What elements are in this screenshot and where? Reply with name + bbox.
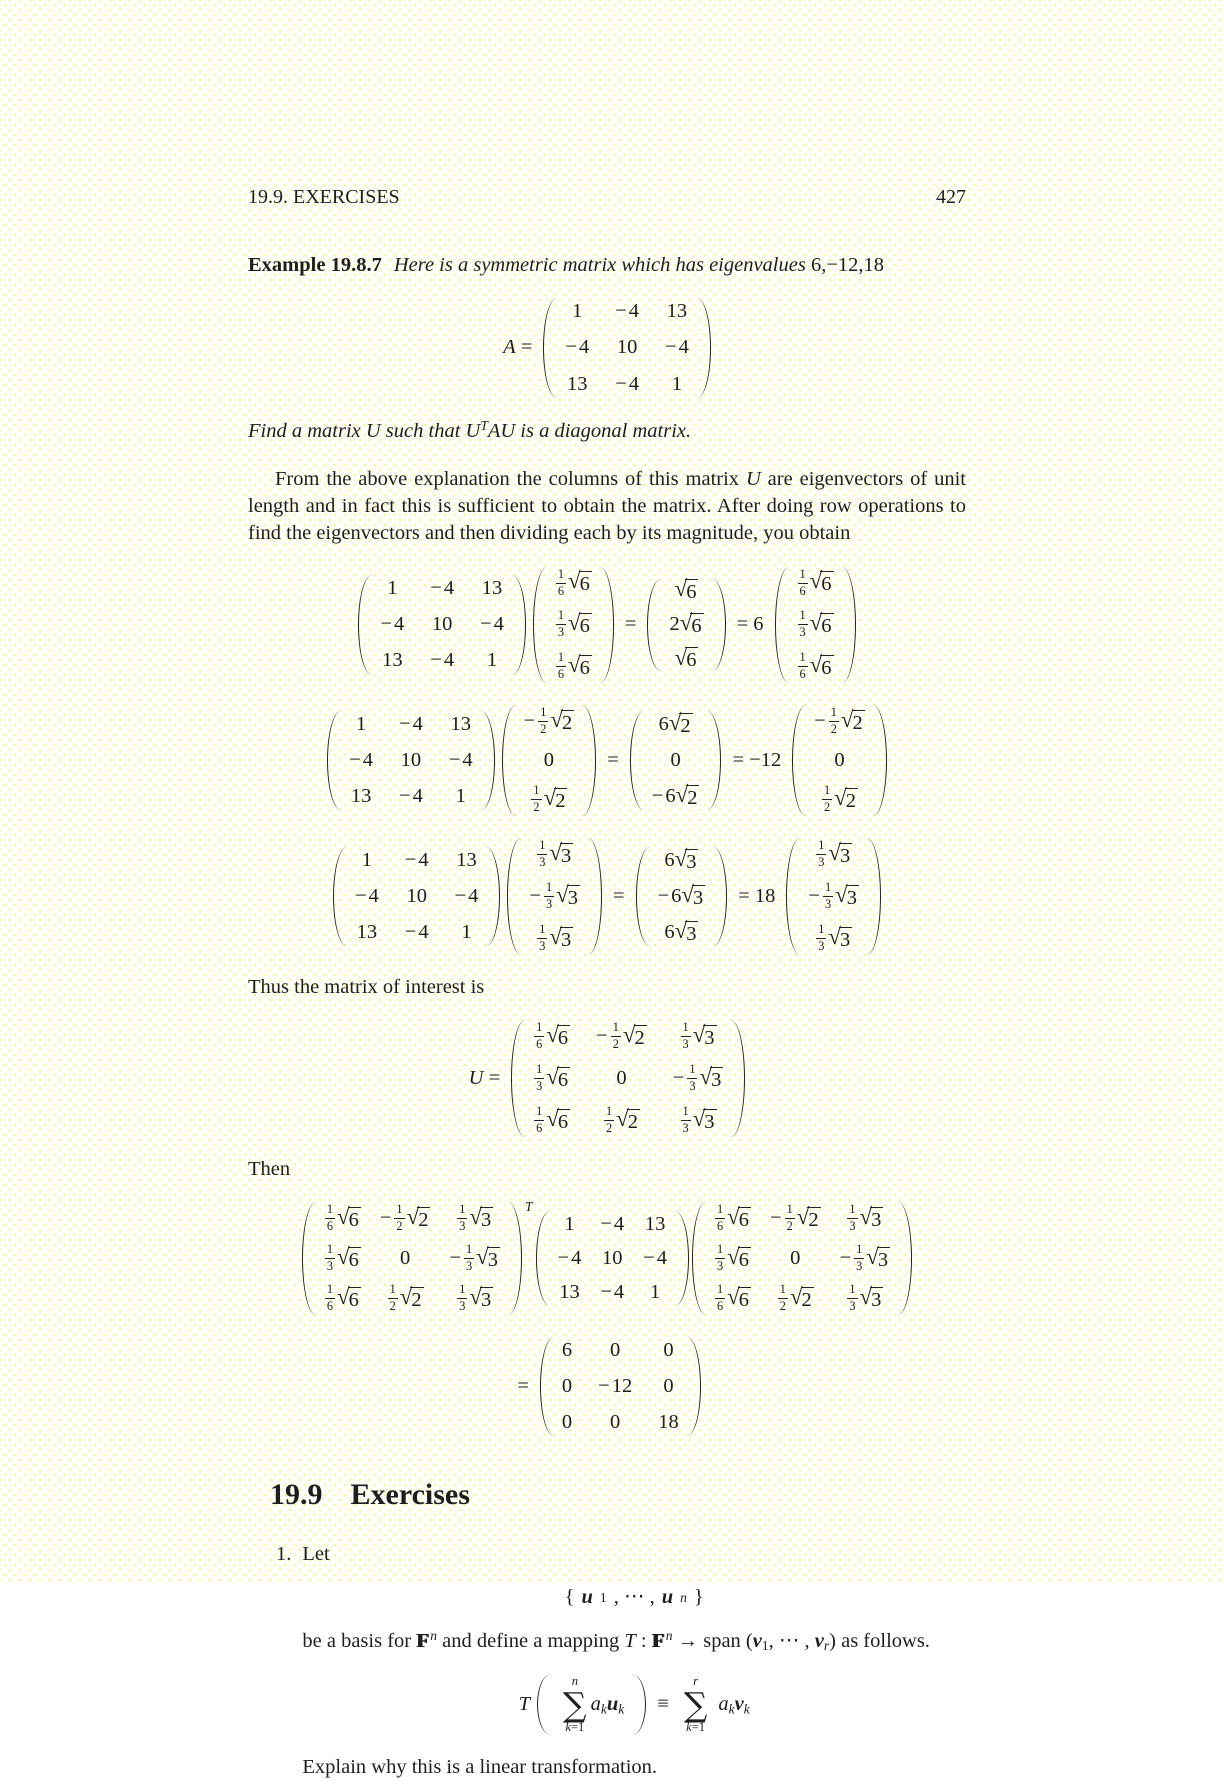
matrix-cell: 2 √ 6 — [669, 610, 702, 638]
exercise-number: 1. — [276, 1542, 292, 1565]
matrix-cell: − 4 — [454, 885, 479, 908]
left-paren — [533, 567, 547, 684]
matrix-cell: 13 — [644, 1213, 666, 1236]
right-paren — [687, 1337, 701, 1436]
matrix-cell: 6 √ 2 — [658, 710, 691, 738]
left-paren — [507, 838, 521, 955]
matrix-cell: 1 3 √ 3 — [539, 838, 572, 870]
matrix-cell: 1 6 √ 6 — [716, 1282, 749, 1314]
matrix-cell: 1 3 √ 6 — [536, 1062, 569, 1094]
right-paren — [867, 838, 881, 955]
explanation-paragraph: From the above explanation the columns of this matrix U are eigenvectors of unit length and in fact this is sufficient to obtain the matrix. After doing row operations to find the eigenvectors and then dividing each by its magnitude, you obtain — [248, 468, 966, 545]
matrix-cell: − $\frac{1}{3}$ √ 3 — [839, 1242, 889, 1274]
equals-sign: = — [613, 885, 625, 908]
right-paren — [512, 575, 526, 674]
right-paren — [582, 705, 596, 816]
matrix-cell: 13 — [350, 785, 372, 808]
right-paren — [731, 1020, 745, 1137]
matrix-cell: 13 — [567, 372, 588, 395]
basis-sentence: be a basis for $F^n$ and define a mapping T : $F^n$ → span (v1, ⋯ , vr) as follows. — [302, 1628, 930, 1654]
matrix-cell: − $\frac{1}{2}$ √ 2 — [523, 705, 573, 737]
matrix-cell: 1 3 √ 3 — [682, 1020, 715, 1052]
eigen-equation-3 — [248, 835, 966, 958]
matrix-cell: 1 6 √ 6 — [557, 566, 590, 598]
sum-operator — [563, 1674, 587, 1735]
matrix-u — [511, 1017, 745, 1140]
matrix-cell: 10 — [406, 885, 427, 908]
matrix-a — [536, 1208, 689, 1309]
matrix-cell: 0 — [834, 749, 845, 772]
equiv-sign: ≡ — [657, 1693, 669, 1716]
left-paren — [792, 705, 806, 816]
matrix-cell: 1 3 √ 3 — [459, 1282, 492, 1314]
result-vector — [630, 708, 722, 813]
matrix-cell: 13 — [559, 1281, 580, 1304]
right-paren — [508, 1202, 522, 1315]
matrix-cell: 10 — [431, 613, 453, 636]
matrix-cell: 1 2 √ 2 — [533, 783, 566, 815]
matrix-cell: 1 — [387, 577, 398, 600]
sum-operator — [684, 1674, 708, 1735]
left-paren — [636, 847, 650, 946]
right-paren — [600, 567, 614, 684]
matrix-cell: √ 6 — [674, 576, 697, 603]
lower-limit: k=1 — [565, 1720, 585, 1735]
right-paren — [713, 847, 727, 946]
mapping-equation — [302, 1671, 966, 1738]
matrix-cell: 1 3 √ 3 — [818, 838, 851, 870]
page-number: 427 — [936, 186, 966, 208]
matrix-cell: − 4 — [380, 613, 405, 636]
left-paren — [537, 1674, 551, 1735]
matrix-cell: − 6 √ 3 — [657, 882, 704, 910]
matrix-cell: − $\frac{1}{3}$ √ 3 — [808, 880, 857, 912]
left-paren — [775, 567, 789, 684]
eigenvector-sqrt3 — [507, 835, 602, 958]
matrix-cell: 1 6 √ 6 — [799, 566, 832, 598]
matrix-cell: 1 — [671, 372, 683, 395]
matrix-cell: 1 2 √ 2 — [389, 1282, 422, 1314]
matrix-cell: − 4 — [399, 785, 423, 808]
result-vector — [636, 844, 728, 949]
right-paren — [712, 579, 726, 671]
matrix-cell: 0 — [670, 749, 681, 772]
matrix-cell: 1 6 √ 6 — [557, 650, 590, 682]
matrix-u-display — [248, 1017, 966, 1140]
matrix-cell: − 4 — [448, 749, 473, 772]
matrix-cell: 1 — [461, 921, 472, 944]
section-title: Exercises — [350, 1478, 470, 1512]
lower-limit: k=1 — [686, 1720, 706, 1735]
matrix-cell: 1 3 √ 3 — [849, 1282, 882, 1314]
sum-body: akvk — [718, 1693, 750, 1717]
matrix-cell: 1 — [572, 300, 583, 323]
matrix-cell: − 4 — [404, 921, 429, 944]
example-intro: Here is a symmetric matrix which has eigenvalues 6,−12,18 — [393, 254, 885, 277]
matrix-cell: − 4 — [430, 649, 455, 672]
matrix-cell: − 4 — [600, 1281, 625, 1304]
matrix-cell: 1 3 √ 3 — [459, 1202, 492, 1234]
matrix-cell: 10 — [400, 749, 422, 772]
exercise-1 — [276, 1541, 966, 1781]
matrix-u-label: U = — [468, 1067, 501, 1090]
matrix-cell: 1 6 √ 6 — [536, 1020, 569, 1052]
eigenvector-sqrt6 — [775, 564, 856, 687]
example-label: Example 19.8.7 — [248, 254, 382, 277]
transpose-superscript: T — [525, 1199, 533, 1215]
matrix-cell: 1 6 √ 6 — [536, 1104, 569, 1136]
section-heading — [270, 1475, 966, 1515]
result-vector — [647, 576, 725, 674]
eigenvector-sqrt2 — [502, 702, 597, 819]
exercise-body — [302, 1541, 966, 1781]
exercise-lead: Let — [302, 1542, 330, 1565]
matrix-cell: 1 — [649, 1281, 661, 1304]
section-number: 19.9 — [270, 1478, 323, 1512]
eigenvalue-6: = 6 — [736, 613, 764, 636]
eigen-equation-2 — [248, 702, 966, 819]
matrix-cell: 0 — [663, 1375, 674, 1398]
equals-sign: = — [517, 1375, 529, 1398]
left-paren — [543, 298, 557, 397]
matrix-cell: 13 — [666, 300, 688, 323]
matrix-cell: 0 — [400, 1247, 411, 1270]
matrix-cell: 6 √ 3 — [664, 918, 697, 946]
matrix-cell: − 4 — [615, 372, 640, 395]
matrix-cell: 13 — [481, 577, 503, 600]
diagonal-result — [248, 1334, 966, 1439]
left-paren — [786, 838, 800, 955]
matrix-cell: 0 — [610, 1339, 621, 1362]
matrix-cell: 1 6 √ 6 — [716, 1202, 749, 1234]
matrix-cell: − 4 — [354, 885, 379, 908]
right-paren — [632, 1674, 646, 1735]
matrix-cell: 10 — [602, 1247, 623, 1270]
matrix-cell: − 4 — [643, 1247, 667, 1270]
eigenvector-sqrt6 — [533, 564, 614, 687]
left-paren — [647, 579, 661, 671]
matrix-cell: − 6 √ 2 — [651, 782, 698, 810]
upper-limit: n — [571, 1674, 578, 1689]
page-header — [248, 184, 966, 210]
basis-set-display: { u 1 , ⋯ , u n } — [564, 1586, 704, 1608]
sigma-icon: ∑ — [683, 1685, 708, 1725]
matrix-cell: − 4 — [565, 336, 590, 359]
matrix-a-label: A = — [503, 336, 533, 359]
left-paren — [302, 1202, 316, 1315]
matrix-cell: 1 6 √ 6 — [326, 1282, 359, 1314]
matrix-cell: − 12 — [598, 1375, 633, 1398]
matrix-cell: 1 3 √ 3 — [818, 922, 851, 954]
matrix-cell: 1 3 √ 6 — [799, 608, 832, 640]
matrix-cell: 1 6 √ 6 — [799, 650, 832, 682]
matrix-cell: − 4 — [665, 336, 689, 359]
matrix-cell: 0 — [561, 1375, 573, 1398]
eigenvector-sqrt2 — [792, 702, 887, 819]
matrix-cell: 10 — [616, 336, 638, 359]
matrix-cell: − $\frac{1}{3}$ √ 3 — [529, 880, 578, 912]
matrix-cell: 1 3 √ 6 — [716, 1242, 749, 1274]
right-paren — [675, 1211, 689, 1306]
matrix-cell: 0 — [610, 1411, 621, 1434]
matrix-a — [358, 572, 525, 677]
matrix-cell: 1 3 √ 6 — [326, 1242, 359, 1274]
right-paren — [486, 847, 500, 946]
matrix-cell: − $\frac{1}{2}$ √ 2 — [596, 1020, 645, 1052]
matrix-cell: − $\frac{1}{3}$ √ 3 — [672, 1062, 722, 1094]
matrix-cell: 1 2 √ 2 — [605, 1104, 638, 1136]
matrix-cell: 0 — [561, 1411, 573, 1434]
matrix-cell: 1 3 √ 3 — [849, 1202, 882, 1234]
matrix-cell: 13 — [456, 849, 477, 872]
matrix-cell: 1 — [564, 1213, 575, 1236]
matrix-cell: 1 2 √ 2 — [823, 783, 856, 815]
matrix-cell: − $\frac{1}{2}$ √ 2 — [379, 1202, 429, 1234]
eigen-equation-1 — [248, 564, 966, 687]
matrix-cell: 1 6 √ 6 — [326, 1202, 359, 1234]
right-paren — [588, 838, 602, 955]
matrix-cell: 13 — [356, 921, 378, 944]
thus-line: Thus the matrix of interest is — [248, 976, 485, 999]
sigma-icon: ∑ — [563, 1685, 587, 1725]
matrix-cell: 0 — [616, 1067, 627, 1090]
running-header: 19.9. EXERCISES — [248, 186, 400, 208]
equals-sign: = — [607, 749, 619, 772]
left-paren — [327, 711, 341, 810]
eigenvalue-18: = 18 — [738, 885, 776, 908]
upper-limit: r — [693, 1674, 699, 1689]
sum-body: akuk — [590, 1693, 625, 1717]
matrix-cell: − 4 — [615, 300, 640, 323]
matrix-cell: − 4 — [480, 613, 504, 636]
matrix-a — [327, 708, 494, 813]
matrix-a — [543, 295, 710, 400]
matrix-cell: − 4 — [600, 1213, 625, 1236]
right-paren — [707, 711, 721, 810]
matrix-cell: 0 — [543, 749, 555, 772]
matrix-cell: √ 6 — [674, 644, 697, 672]
matrix-cell: 13 — [382, 649, 403, 672]
find-matrix-line: Find a matrix U such that $U^TAU$ is a diagonal matrix. — [248, 417, 692, 442]
matrix-cell: − $\frac{1}{2}$ √ 2 — [814, 705, 863, 737]
matrix-cell: 1 — [355, 713, 367, 736]
matrix-cell: − $\frac{1}{2}$ √ 2 — [770, 1202, 819, 1234]
matrix-cell: − 4 — [404, 849, 429, 872]
left-paren — [536, 1211, 550, 1306]
left-paren — [333, 847, 347, 946]
left-paren — [511, 1020, 525, 1137]
equals-sign: = — [624, 613, 637, 636]
matrix-cell: − 4 — [557, 1247, 582, 1270]
matrix-cell: 0 — [663, 1339, 674, 1362]
matrix-cell: 6 — [561, 1339, 573, 1362]
matrix-cell: 1 — [361, 849, 373, 872]
matrix-u-transposed — [302, 1199, 533, 1318]
then-line: Then — [248, 1158, 291, 1181]
matrix-cell: − 4 — [349, 749, 374, 772]
right-paren — [898, 1202, 912, 1315]
left-paren — [692, 1202, 706, 1315]
matrix-cell: 1 3 √ 3 — [539, 922, 572, 954]
matrix-cell: − 4 — [399, 713, 423, 736]
matrix-cell: 6 √ 3 — [664, 846, 697, 874]
left-paren — [630, 711, 644, 810]
left-paren — [502, 705, 516, 816]
matrix-cell: 1 3 √ 3 — [682, 1104, 715, 1136]
matrix-cell: 18 — [658, 1411, 679, 1434]
right-paren — [697, 298, 711, 397]
matrix-cell: 1 — [486, 649, 498, 672]
exercise-closing: Explain why this is a linear transformation. — [302, 1756, 658, 1779]
right-paren — [873, 705, 887, 816]
matrix-cell: 13 — [450, 713, 471, 736]
matrix-a — [333, 844, 500, 949]
right-paren — [842, 567, 856, 684]
matrix-cell: 1 2 √ 2 — [779, 1282, 812, 1314]
map-T: T — [518, 1693, 531, 1716]
matrix-a-display — [248, 295, 966, 400]
matrix-cell: 0 — [790, 1247, 801, 1270]
right-paren — [481, 711, 495, 810]
matrix-cell: − 4 — [430, 577, 455, 600]
left-paren — [540, 1337, 554, 1436]
diagonal-matrix — [540, 1334, 701, 1439]
product-equation — [248, 1199, 966, 1318]
matrix-u — [692, 1199, 912, 1318]
eigenvalue-minus12: = −12 — [732, 749, 782, 772]
sum-parenthesized — [537, 1671, 646, 1738]
matrix-cell: 1 3 √ 6 — [557, 608, 590, 640]
left-paren — [358, 575, 372, 674]
eigenvector-sqrt3 — [786, 835, 881, 958]
matrix-cell: − $\frac{1}{3}$ √ 3 — [449, 1242, 499, 1274]
matrix-cell: 1 — [455, 785, 466, 808]
example-statement — [248, 252, 966, 279]
